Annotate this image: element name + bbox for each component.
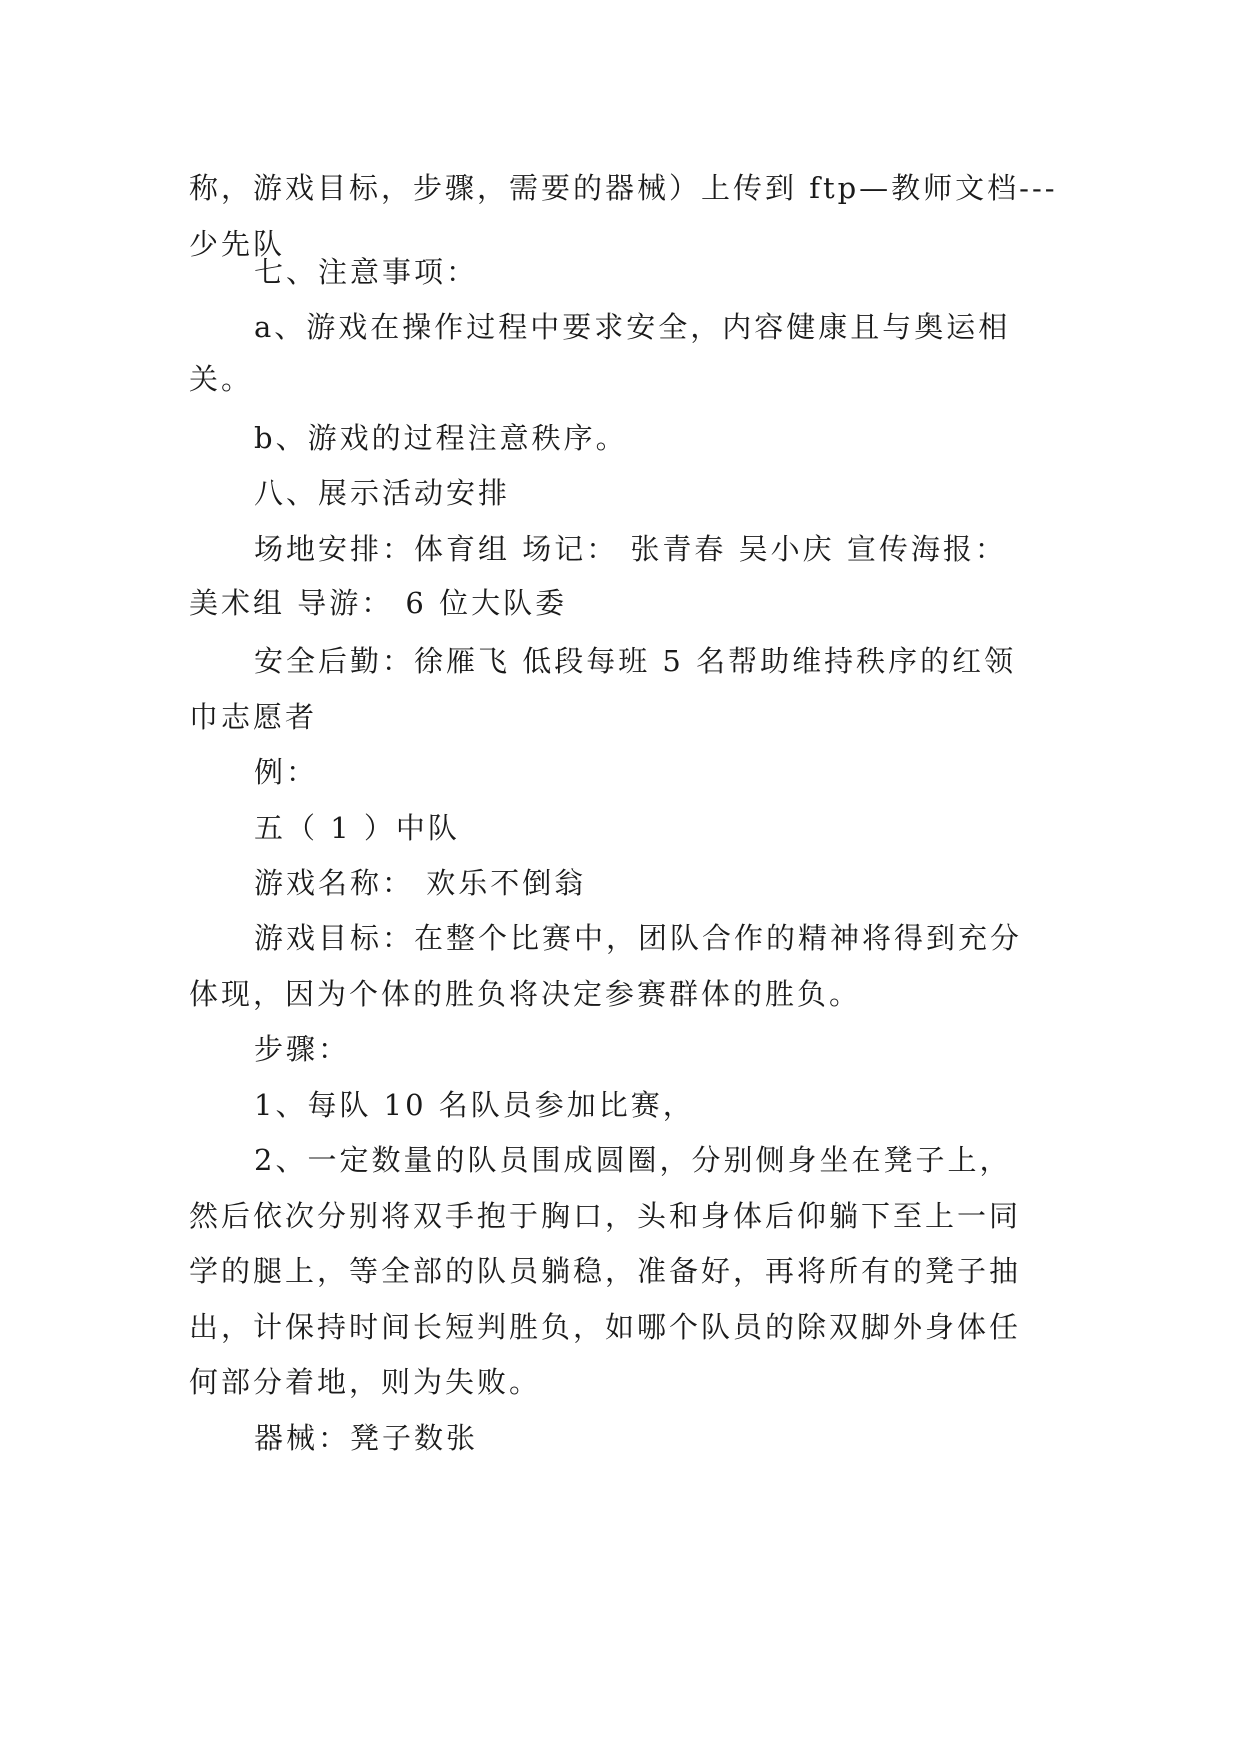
text-line: 出，计保持时间长短判胜负，如哪个队员的除双脚外身体任 <box>189 1310 1022 1344</box>
text-line: 游戏目标：在整个比赛中，团队合作的精神将得到充分 <box>254 921 1023 955</box>
text-line: b、游戏的过程注意秩序。 <box>254 421 628 455</box>
text-line: 五（ 1 ）中队 <box>254 811 460 845</box>
text-line: 体现，因为个体的胜负将决定参赛群体的胜负。 <box>189 977 862 1011</box>
text-line: a、游戏在操作过程中要求安全，内容健康且与奥运相 <box>254 310 1011 344</box>
text-line: 1、每队 10 名队员参加比赛， <box>254 1088 695 1122</box>
text-line: 少先队 <box>189 227 286 261</box>
text-line: 器械：凳子数张 <box>254 1421 479 1455</box>
text-line: 美术组 导游： 6 位大队委 <box>189 586 568 620</box>
text-line: 关。 <box>189 362 254 396</box>
section-heading: 七、注意事项： <box>254 255 479 289</box>
text-line: 巾志愿者 <box>189 700 318 734</box>
text-line: 何部分着地，则为失败。 <box>189 1365 542 1399</box>
section-heading: 八、展示活动安排 <box>254 476 511 510</box>
text-line: 称，游戏目标，步骤，需要的器械）上传到 ftp—教师文档--- <box>189 171 1058 205</box>
text-line: 例： <box>254 755 319 789</box>
text-line: 游戏名称： 欢乐不倒翁 <box>254 866 587 900</box>
text-line: 步骤： <box>254 1032 351 1066</box>
text-line: 然后依次分别将双手抱于胸口，头和身体后仰躺下至上一同 <box>189 1199 1022 1233</box>
text-line: 2、一定数量的队员围成圆圈，分别侧身坐在凳子上， <box>254 1143 1012 1177</box>
text-line: 安全后勤：徐雁飞 低段每班 5 名帮助维持秩序的红领 <box>254 644 1017 678</box>
text-line: 场地安排：体育组 场记： 张青春 吴小庆 宣传海报： <box>254 532 1007 566</box>
text-line: 学的腿上，等全部的队员躺稳，准备好，再将所有的凳子抽 <box>189 1254 1022 1288</box>
